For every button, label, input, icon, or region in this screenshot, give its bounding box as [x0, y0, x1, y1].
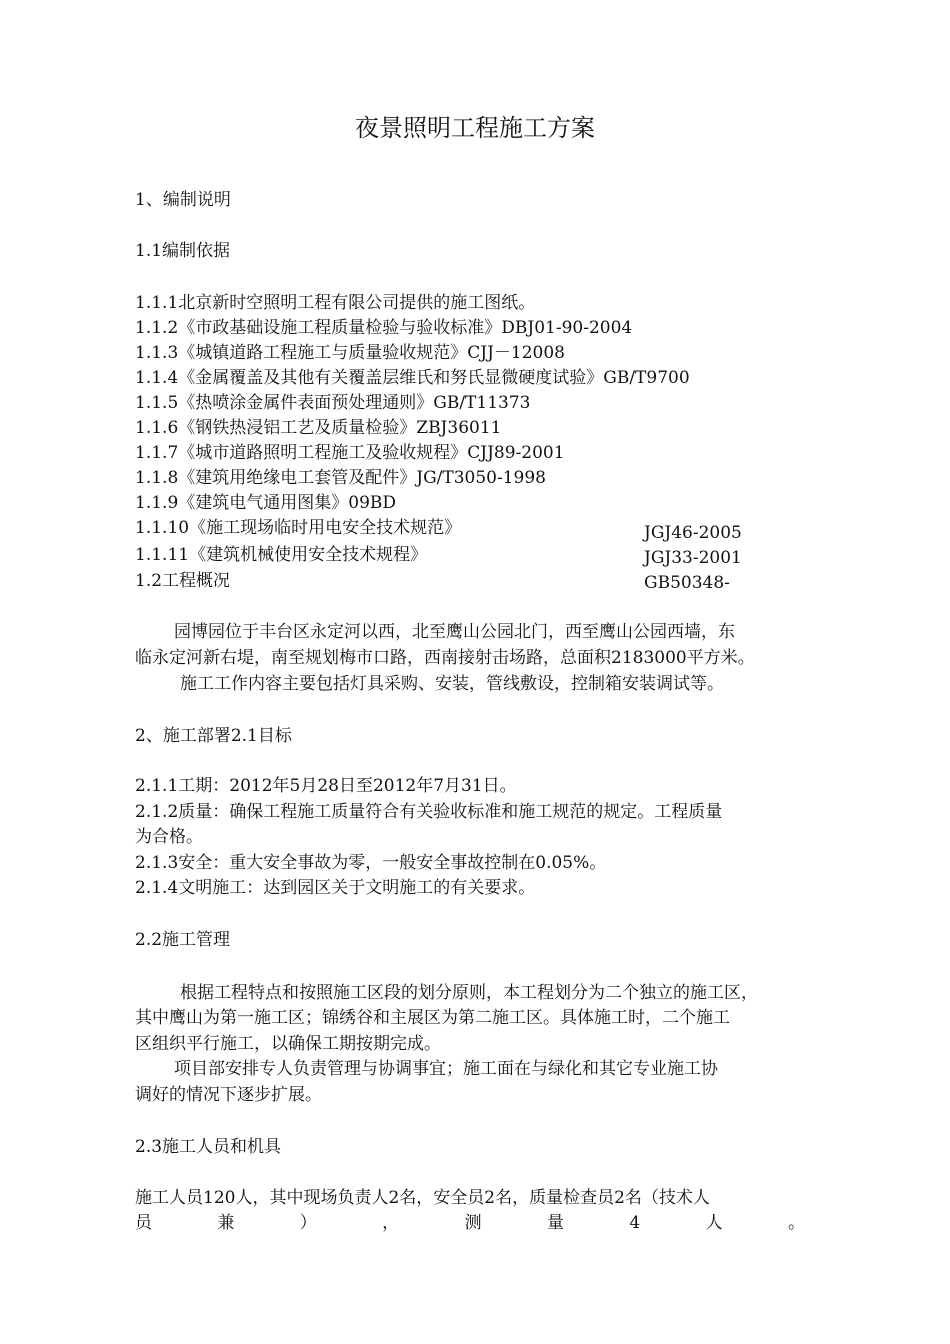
reference-item: 1.1.2《市政基础设施工程质量检验与验收标准》DBJ01-90-2004 [135, 318, 633, 338]
justified-char: 人 [705, 1213, 723, 1233]
reference-item: 1.1.7《城市道路照明工程施工及验收规程》CJJ89-2001 [135, 443, 565, 463]
overview-paragraph-line: 临永定河新右堤，南至规划梅市口路，西南接射击场路，总面积2183000平方米。 [135, 648, 755, 668]
reference-item: 1.1.9《建筑电气通用图集》09BD [135, 493, 397, 513]
reference-item: 1.1.5《热喷涂金属件表面预处理通则》GB/T11373 [135, 393, 531, 413]
reference-item: 1.1.11《建筑机械使用安全技术规程》 [135, 545, 428, 565]
section-2-2-heading: 2.2施工管理 [135, 930, 231, 950]
reference-item: 1.1.1北京新时空照明工程有限公司提供的施工图纸。 [135, 293, 536, 313]
section-1-2-heading: 1.2工程概况 [135, 571, 231, 591]
justified-char: 。 [787, 1213, 805, 1233]
section-1-heading: 1、编制说明 [135, 190, 231, 210]
management-paragraph-line: 区组织平行施工，以确保工期按期完成。 [135, 1034, 441, 1054]
reference-item: 1.1.6《钢铁热浸铝工艺及质量检验》ZBJ36011 [135, 418, 502, 438]
staff-paragraph-line: 施工人员120人，其中现场负责人2名，安全员2名，质量检查员2名（技术人 [135, 1188, 710, 1208]
section-2-3-heading: 2.3施工人员和机具 [135, 1137, 282, 1157]
justified-char: 兼 [217, 1213, 235, 1233]
justified-char: 员 [135, 1213, 152, 1233]
management-paragraph-line: 调好的情况下逐步扩展。 [135, 1085, 322, 1105]
overview-paragraph-line: 园博园位于丰台区永定河以西，北至鹰山公园北门，西至鹰山公园西墙，东 [174, 622, 735, 642]
reference-code: GB50348- [644, 573, 730, 593]
reference-code: JGJ33-2001 [644, 548, 742, 568]
section-1-1-heading: 1.1编制依据 [135, 241, 231, 261]
reference-item: 1.1.10《施工现场临时用电安全技术规范》 [135, 518, 462, 538]
justified-char: 4 [629, 1213, 641, 1233]
staff-paragraph-justified-line [135, 1211, 805, 1235]
management-paragraph-line: 根据工程特点和按照施工区段的划分原则，本工程划分为二个独立的施工区， [180, 983, 758, 1003]
overview-paragraph-line: 施工工作内容主要包括灯具采购、安装，管线敷设，控制箱安装调试等。 [180, 674, 724, 694]
section-2-heading: 2、施工部署2.1目标 [135, 726, 292, 746]
goal-item: 2.1.4文明施工：达到园区关于文明施工的有关要求。 [135, 878, 536, 898]
goal-item: 为合格。 [135, 827, 203, 847]
justified-char: 测 [464, 1213, 482, 1233]
document-title: 夜景照明工程施工方案 [355, 114, 595, 142]
reference-item: 1.1.4《金属覆盖及其他有关覆盖层维氏和努氏显微硬度试验》GB/T9700 [135, 368, 690, 388]
goal-item: 2.1.2质量：确保工程施工质量符合有关验收标准和施工规范的规定。工程质量 [135, 802, 723, 822]
management-paragraph-line: 其中鹰山为第一施工区；锦绣谷和主展区为第二施工区。具体施工时，二个施工 [135, 1008, 730, 1028]
reference-item: 1.1.8《建筑用绝缘电工套管及配件》JG/T3050-1998 [135, 468, 546, 488]
reference-code: JGJ46-2005 [644, 523, 742, 543]
goal-item: 2.1.1工期：2012年5月28日至2012年7月31日。 [135, 776, 517, 796]
justified-char: 量 [546, 1213, 564, 1233]
management-paragraph-line: 项目部安排专人负责管理与协调事宜；施工面在与绿化和其它专业施工协 [174, 1059, 718, 1079]
justified-char: ， [382, 1213, 400, 1233]
reference-item: 1.1.3《城镇道路工程施工与质量验收规范》CJJ－12008 [135, 343, 565, 363]
justified-char: ） [299, 1213, 317, 1233]
goal-item: 2.1.3安全：重大安全事故为零，一般安全事故控制在0.05%。 [135, 853, 607, 873]
